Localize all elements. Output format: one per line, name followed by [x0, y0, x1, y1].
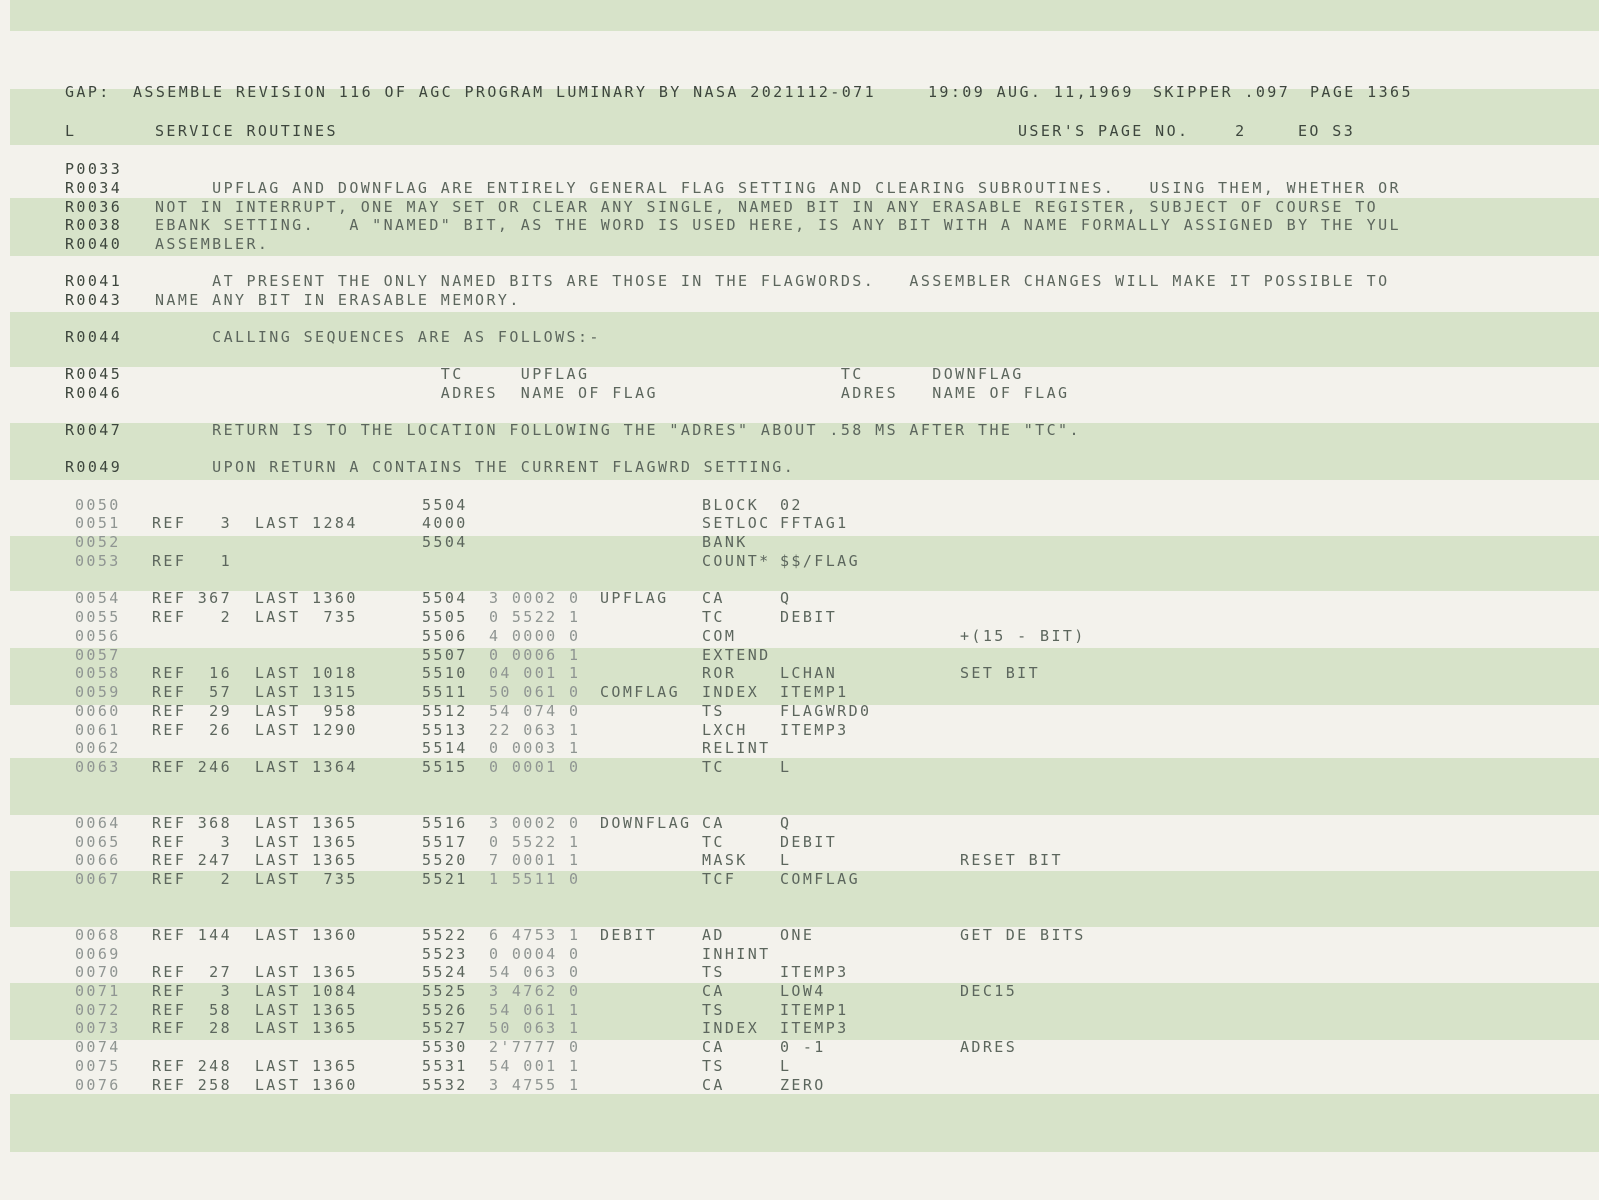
ref-info: REF 27 LAST 1365 — [152, 963, 358, 981]
operand: ITEMP1 — [780, 1001, 849, 1019]
remark-line-number: R0034 — [65, 179, 123, 197]
op-code: TC — [702, 758, 725, 776]
operand: ITEMP3 — [780, 1019, 849, 1037]
paper-stripe — [10, 1094, 1599, 1152]
symbol-label: DEBIT — [600, 926, 658, 944]
ref-info: REF 58 LAST 1365 — [152, 1001, 358, 1019]
comment: +(15 - BIT) — [960, 627, 1086, 645]
card-number: 0063 — [75, 758, 121, 776]
ref-info: REF 26 LAST 1290 — [152, 721, 358, 739]
ref-info: REF 2 LAST 735 — [152, 608, 358, 626]
operand: LOW4 — [780, 982, 826, 1000]
remark-text: NAME ANY BIT IN ERASABLE MEMORY. — [155, 291, 521, 309]
card-number: 0073 — [75, 1019, 121, 1037]
octal-word: 54 074 0 — [489, 702, 581, 720]
card-number: 0071 — [75, 982, 121, 1000]
remark-text: NOT IN INTERRUPT, ONE MAY SET OR CLEAR ANY SINGLE, NAMED BIT IN ANY ERASABLE REGISTER, SUBJECT OF COURSE TO — [155, 198, 1379, 216]
ref-info: REF 1 — [152, 552, 233, 570]
op-code: CA — [702, 1076, 725, 1094]
card-number: 0076 — [75, 1076, 121, 1094]
card-number: 0059 — [75, 683, 121, 701]
ref-info: REF 16 LAST 1018 — [152, 664, 358, 682]
operator-name: SKIPPER .097 — [1153, 83, 1291, 101]
page-number: PAGE 1365 — [1310, 83, 1413, 101]
operand: 0 -1 — [780, 1038, 826, 1056]
op-code: LXCH — [702, 721, 748, 739]
address: 5511 — [422, 683, 468, 701]
card-number: 0058 — [75, 664, 121, 682]
operand: L — [780, 758, 792, 776]
address: 5530 — [422, 1038, 468, 1056]
timestamp: 19:09 AUG. 11,1969 — [928, 83, 1134, 101]
remark-line-number: R0040 — [65, 235, 123, 253]
octal-word: 4 0000 0 — [489, 627, 581, 645]
ref-info: REF 3 LAST 1284 — [152, 514, 358, 532]
address: 5514 — [422, 739, 468, 757]
remark-text: CALLING SEQUENCES ARE AS FOLLOWS:- — [155, 328, 601, 346]
card-number: 0070 — [75, 963, 121, 981]
remark-line-number: R0041 — [65, 272, 123, 290]
address: 5531 — [422, 1057, 468, 1075]
operand: DEBIT — [780, 833, 838, 851]
remark-text: AT PRESENT THE ONLY NAMED BITS ARE THOSE IN THE FLAGWORDS. ASSEMBLER CHANGES WILL MAKE IT POSSIBLE TO — [155, 272, 1390, 290]
op-code: SETLOC — [702, 514, 771, 532]
octal-word: 1 5511 0 — [489, 870, 581, 888]
remark-line-number: P0033 — [65, 160, 123, 178]
remark-line-number: R0046 — [65, 384, 123, 402]
card-number: 0072 — [75, 1001, 121, 1019]
op-code: CA — [702, 1038, 725, 1056]
address: 5532 — [422, 1076, 468, 1094]
card-number: 0062 — [75, 739, 121, 757]
op-code: INHINT — [702, 945, 771, 963]
operand: Q — [780, 589, 792, 607]
address: 5505 — [422, 608, 468, 626]
octal-word: 0 0006 1 — [489, 646, 581, 664]
remark-text: ADRES NAME OF FLAG ADRES NAME OF FLAG — [155, 384, 1070, 402]
op-code: CA — [702, 814, 725, 832]
ref-info: REF 2 LAST 735 — [152, 870, 358, 888]
operand: ITEMP1 — [780, 683, 849, 701]
operand: 02 — [780, 496, 803, 514]
op-code: TC — [702, 833, 725, 851]
op-code: CA — [702, 589, 725, 607]
remark-line-number: R0038 — [65, 216, 123, 234]
address: 5523 — [422, 945, 468, 963]
op-code: INDEX — [702, 1019, 760, 1037]
remark-line-number: R0045 — [65, 365, 123, 383]
card-number: 0067 — [75, 870, 121, 888]
log-letter: L — [65, 122, 77, 140]
remark-text: TC UPFLAG TC DOWNFLAG — [155, 365, 1024, 383]
operand: $$/FLAG — [780, 552, 861, 570]
paper-stripe — [10, 0, 1599, 31]
address: 5524 — [422, 963, 468, 981]
card-number: 0054 — [75, 589, 121, 607]
remark-line-number: R0044 — [65, 328, 123, 346]
ref-info: REF 144 LAST 1360 — [152, 926, 358, 944]
ref-info: REF 247 LAST 1365 — [152, 851, 358, 869]
card-number: 0050 — [75, 496, 121, 514]
octal-word: 0 0001 0 — [489, 758, 581, 776]
op-code: MASK — [702, 851, 748, 869]
ref-info: REF 367 LAST 1360 — [152, 589, 358, 607]
op-code: CA — [702, 982, 725, 1000]
card-number: 0075 — [75, 1057, 121, 1075]
card-number: 0052 — [75, 533, 121, 551]
operand: FFTAG1 — [780, 514, 849, 532]
section-title: SERVICE ROUTINES — [155, 122, 338, 140]
remark-text: RETURN IS TO THE LOCATION FOLLOWING THE "ADRES" ABOUT .58 MS AFTER THE "TC". — [155, 421, 1081, 439]
address: 5513 — [422, 721, 468, 739]
remark-text: EBANK SETTING. A "NAMED" BIT, AS THE WORD IS USED HERE, IS ANY BIT WITH A NAME FORMALLY ASSIGNED BY THE YUL — [155, 216, 1401, 234]
op-code: COUNT* — [702, 552, 771, 570]
comment: DEC15 — [960, 982, 1018, 1000]
card-number: 0060 — [75, 702, 121, 720]
card-number: 0051 — [75, 514, 121, 532]
address: 5512 — [422, 702, 468, 720]
address: 5515 — [422, 758, 468, 776]
octal-word: 6 4753 1 — [489, 926, 581, 944]
op-code: TS — [702, 702, 725, 720]
symbol-label: COMFLAG — [600, 683, 681, 701]
address: 5504 — [422, 589, 468, 607]
address: 5510 — [422, 664, 468, 682]
remark-line-number: R0043 — [65, 291, 123, 309]
octal-word: 3 0002 0 — [489, 814, 581, 832]
address: 5520 — [422, 851, 468, 869]
address: 5527 — [422, 1019, 468, 1037]
card-number: 0061 — [75, 721, 121, 739]
ref-info: REF 3 LAST 1084 — [152, 982, 358, 1000]
address: 5504 — [422, 533, 468, 551]
card-number: 0068 — [75, 926, 121, 944]
octal-word: 3 4762 0 — [489, 982, 581, 1000]
address: 5516 — [422, 814, 468, 832]
ref-info: REF 368 LAST 1365 — [152, 814, 358, 832]
card-number: 0066 — [75, 851, 121, 869]
octal-word: 54 063 0 — [489, 963, 581, 981]
op-code: ROR — [702, 664, 737, 682]
card-number: 0056 — [75, 627, 121, 645]
card-number: 0064 — [75, 814, 121, 832]
operand: ZERO — [780, 1076, 826, 1094]
comment: SET BIT — [960, 664, 1041, 682]
octal-word: 54 061 1 — [489, 1001, 581, 1019]
op-code: RELINT — [702, 739, 771, 757]
symbol-label: DOWNFLAG — [600, 814, 692, 832]
card-number: 0053 — [75, 552, 121, 570]
users-page-number: USER'S PAGE NO. 2 — [1018, 122, 1247, 140]
octal-word: 2'7777 0 — [489, 1038, 581, 1056]
remark-text: ASSEMBLER. — [155, 235, 270, 253]
operand: FLAGWRD0 — [780, 702, 872, 720]
operand: LCHAN — [780, 664, 838, 682]
octal-word: 04 001 1 — [489, 664, 581, 682]
ref-info: REF 246 LAST 1364 — [152, 758, 358, 776]
octal-word: 0 0004 0 — [489, 945, 581, 963]
op-code: TS — [702, 963, 725, 981]
remark-line-number: R0047 — [65, 421, 123, 439]
ref-info: REF 258 LAST 1360 — [152, 1076, 358, 1094]
ref-info: REF 3 LAST 1365 — [152, 833, 358, 851]
octal-word: 7 0001 1 — [489, 851, 581, 869]
operand: L — [780, 851, 792, 869]
symbol-label: UPFLAG — [600, 589, 669, 607]
address: 5517 — [422, 833, 468, 851]
eo-code: EO S3 — [1298, 122, 1356, 140]
op-code: BLOCK — [702, 496, 760, 514]
octal-word: 22 063 1 — [489, 721, 581, 739]
remark-line-number: R0036 — [65, 198, 123, 216]
address: 5522 — [422, 926, 468, 944]
address: 5521 — [422, 870, 468, 888]
operand: L — [780, 1057, 792, 1075]
card-number: 0074 — [75, 1038, 121, 1056]
octal-word: 54 001 1 — [489, 1057, 581, 1075]
address: 5507 — [422, 646, 468, 664]
op-code: AD — [702, 926, 725, 944]
remark-text: UPFLAG AND DOWNFLAG ARE ENTIRELY GENERAL FLAG SETTING AND CLEARING SUBROUTINES. USING THEM, WHETHER OR — [155, 179, 1401, 197]
operand: DEBIT — [780, 608, 838, 626]
op-code: TS — [702, 1001, 725, 1019]
operand: COMFLAG — [780, 870, 861, 888]
remark-text: UPON RETURN A CONTAINS THE CURRENT FLAGWRD SETTING. — [155, 458, 796, 476]
octal-word: 0 5522 1 — [489, 833, 581, 851]
octal-word: 50 061 0 — [489, 683, 581, 701]
op-code: INDEX — [702, 683, 760, 701]
card-number: 0055 — [75, 608, 121, 626]
card-number: 0065 — [75, 833, 121, 851]
op-code: EXTEND — [702, 646, 771, 664]
octal-word: 3 0002 0 — [489, 589, 581, 607]
address: 5504 — [422, 496, 468, 514]
op-code: COM — [702, 627, 737, 645]
remark-line-number: R0049 — [65, 458, 123, 476]
address: 5506 — [422, 627, 468, 645]
operand: ONE — [780, 926, 815, 944]
address: 4000 — [422, 514, 468, 532]
address: 5526 — [422, 1001, 468, 1019]
octal-word: 0 5522 1 — [489, 608, 581, 626]
operand: Q — [780, 814, 792, 832]
octal-word: 3 4755 1 — [489, 1076, 581, 1094]
operand: ITEMP3 — [780, 963, 849, 981]
comment: RESET BIT — [960, 851, 1063, 869]
comment: GET DE BITS — [960, 926, 1086, 944]
comment: ADRES — [960, 1038, 1018, 1056]
operand: ITEMP3 — [780, 721, 849, 739]
octal-word: 0 0003 1 — [489, 739, 581, 757]
card-number: 0057 — [75, 646, 121, 664]
ref-info: REF 57 LAST 1315 — [152, 683, 358, 701]
address: 5525 — [422, 982, 468, 1000]
op-code: TCF — [702, 870, 737, 888]
gap-label: GAP: — [65, 83, 111, 101]
op-code: TS — [702, 1057, 725, 1075]
assembly-info: ASSEMBLE REVISION 116 OF AGC PROGRAM LUMINARY BY NASA 2021112-071 — [133, 83, 876, 101]
ref-info: REF 248 LAST 1365 — [152, 1057, 358, 1075]
op-code: BANK — [702, 533, 748, 551]
ref-info: REF 29 LAST 958 — [152, 702, 358, 720]
card-number: 0069 — [75, 945, 121, 963]
op-code: TC — [702, 608, 725, 626]
ref-info: REF 28 LAST 1365 — [152, 1019, 358, 1037]
octal-word: 50 063 1 — [489, 1019, 581, 1037]
